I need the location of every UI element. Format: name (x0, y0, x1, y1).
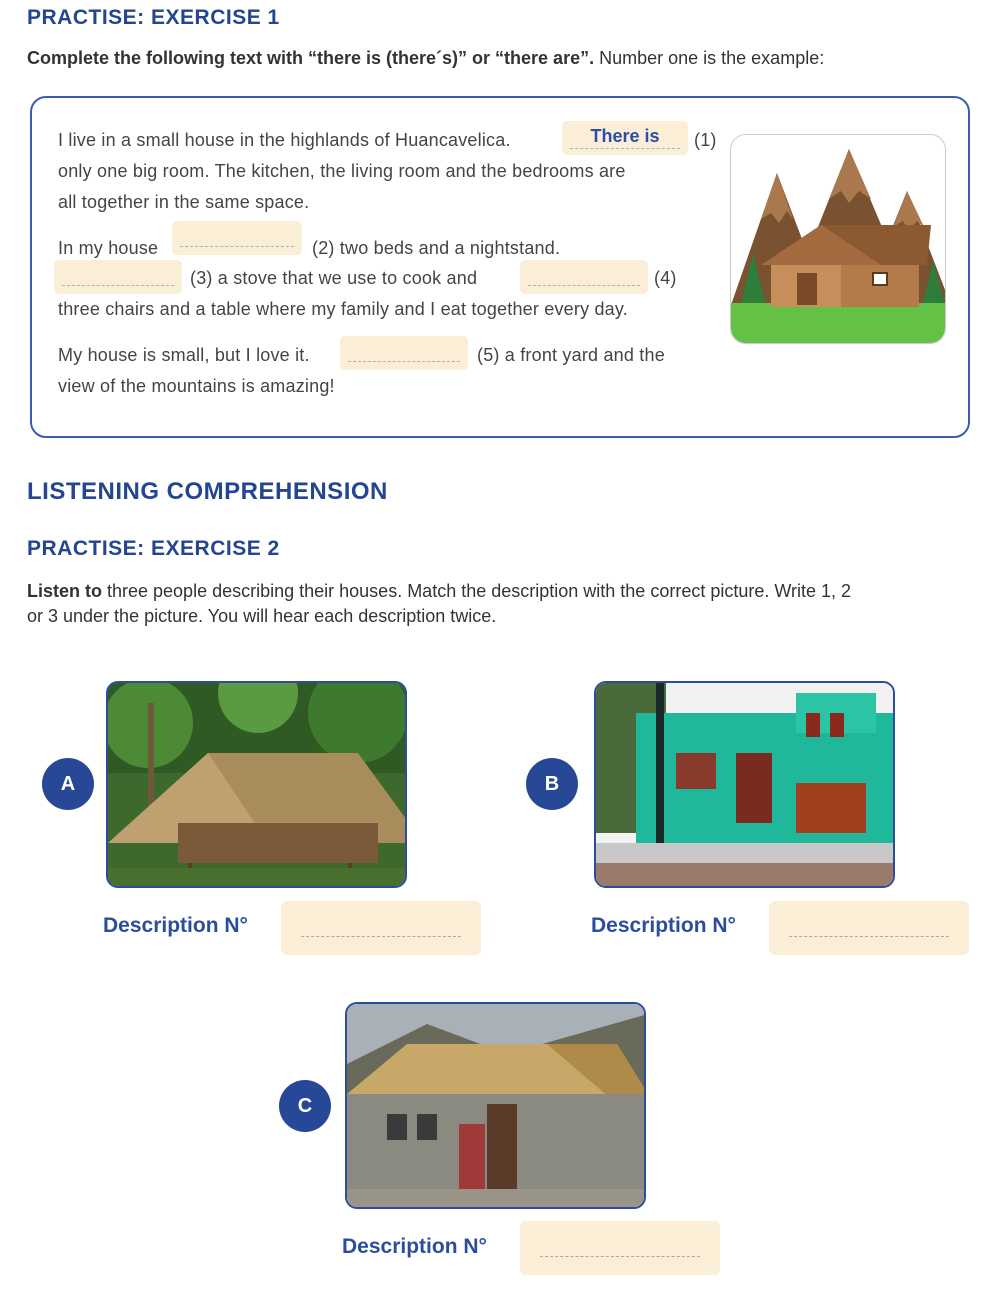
exercise2-instruction-rest1: three people describing their houses. Match the description with the correct picture. Write 1, 2 (102, 581, 852, 601)
picture-b-green-house (594, 681, 895, 888)
text-line-1: I live in a small house in the highlands of Huancavelica. (58, 130, 511, 150)
blank-5[interactable] (340, 336, 468, 370)
listening-title: LISTENING COMPREHENSION (27, 478, 388, 505)
picture-c-stone-house (345, 1002, 646, 1209)
picture-c-answer-dash (540, 1256, 700, 1257)
blank-3[interactable] (54, 260, 182, 294)
blank-number-1: (1) (694, 130, 717, 150)
blank-1-dash (570, 148, 680, 149)
picture-c-letter: C (279, 1080, 331, 1132)
picture-c-description-label: Description N° (342, 1235, 487, 1258)
picture-c-answer-box[interactable] (520, 1221, 720, 1275)
blank-2-dash (180, 246, 294, 247)
text-line-8: view of the mountains is amazing! (58, 376, 335, 396)
exercise2-instruction-bold: Listen to (27, 581, 102, 601)
text-line-4: In my house (58, 238, 159, 258)
blank-5-dash (348, 361, 460, 362)
blank-1-answer: There is (590, 126, 660, 146)
exercise2-instruction-line1 (27, 579, 851, 604)
exercise2-title: PRACTISE: EXERCISE 2 (27, 537, 280, 560)
picture-a-letter: A (42, 758, 94, 810)
exercise2-instruction-line2: or 3 under the picture. You will hear each description twice. (27, 606, 497, 626)
text-line-7-rest: (5) a front yard and the (477, 345, 665, 365)
stone-thatched-house-image (347, 1004, 646, 1209)
blank-3-dash (62, 285, 174, 286)
exercise1-title: PRACTISE: EXERCISE 1 (27, 6, 280, 29)
text-line-2: only one big room. The kitchen, the living room and the bedrooms are (58, 161, 626, 181)
exercise1-instruction-bold: Complete the following text with “there is (there´s)” or “there are”. (27, 48, 595, 68)
blank-4[interactable] (520, 260, 648, 294)
exercise1-instruction (27, 46, 824, 71)
thatched-wooden-house-image (108, 683, 407, 888)
text-line-5: (3) a stove that we use to cook and (190, 268, 478, 288)
text-line-4-rest: (2) two beds and a nightstand. (312, 238, 561, 258)
picture-b-letter: B (526, 758, 578, 810)
picture-a-answer-dash (301, 936, 461, 937)
mountain-house-icon (731, 135, 946, 344)
blank-1[interactable] (562, 121, 688, 155)
text-line-7: My house is small, but I love it. (58, 345, 310, 365)
blank-4-dash (528, 285, 640, 286)
house-illustration (730, 134, 946, 344)
picture-a-description-label: Description N° (103, 914, 248, 937)
picture-b-answer-box[interactable] (769, 901, 969, 955)
picture-a-stilt-house (106, 681, 407, 888)
blank-2[interactable] (172, 221, 302, 255)
exercise1-instruction-rest: Number one is the example: (594, 48, 825, 68)
text-line-6: three chairs and a table where my family and I eat together every day. (58, 299, 628, 319)
picture-b-answer-dash (789, 936, 949, 937)
text-line-3: all together in the same space. (58, 192, 310, 212)
blank-number-4: (4) (654, 268, 677, 288)
picture-b-description-label: Description N° (591, 914, 736, 937)
green-colonial-house-image (596, 683, 895, 888)
picture-a-answer-box[interactable] (281, 901, 481, 955)
